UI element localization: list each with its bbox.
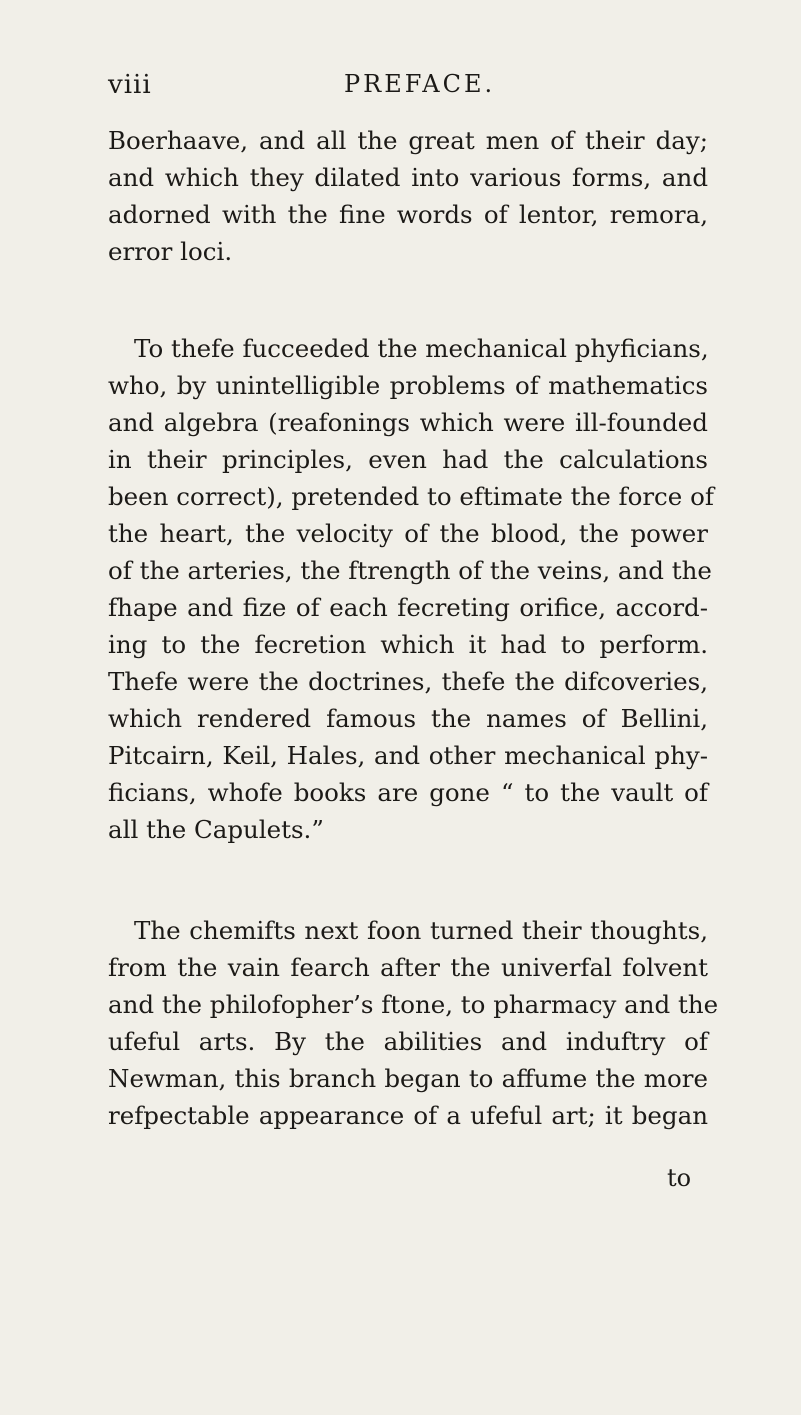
text-line: the heart, the velocity of the blood, the power bbox=[108, 519, 708, 548]
text-line: Pitcairn, Keil, Hales, and other mechanical phy- bbox=[108, 741, 708, 770]
text-line: and algebra (reafonings which were ill-founded bbox=[108, 408, 708, 437]
body-text bbox=[108, 122, 719, 1134]
text-line: ing to the fecretion which it had to perform. bbox=[108, 630, 708, 659]
text-line: from the vain fearch after the univerfal folvent bbox=[108, 953, 708, 982]
paragraph-1 bbox=[108, 122, 708, 270]
text-line: in their principles, even had the calculations bbox=[108, 445, 708, 474]
page-header bbox=[108, 70, 668, 110]
text-line: and which they dilated into various forms, and bbox=[108, 163, 708, 192]
page-number: viii bbox=[108, 70, 152, 100]
text-line: Thefe were the doctrines, thefe the difcoveries, bbox=[108, 667, 708, 696]
text-line: Boerhaave, and all the great men of their day; bbox=[108, 126, 708, 155]
text-line: error loci. bbox=[108, 237, 233, 266]
text-line: ufeful arts. By the abilities and induftry of bbox=[108, 1027, 708, 1056]
running-head: PREFACE. bbox=[344, 70, 496, 98]
text-line: ficians, whofe books are gone “ to the vault of bbox=[108, 778, 708, 807]
text-line: Newman, this branch began to affume the more bbox=[108, 1064, 708, 1093]
paragraph-3 bbox=[108, 912, 719, 1134]
text-line: To thefe fucceeded the mechanical phyficians, bbox=[134, 334, 709, 363]
text-line: who, by unintelligible problems of mathematics bbox=[108, 371, 708, 400]
text-line: fhape and fize of each fecreting orifice, accord- bbox=[108, 593, 708, 622]
text-line: refpectable appearance of a ufeful art; it began bbox=[108, 1101, 708, 1130]
text-line: and the philofopher’s ftone, to pharmacy and the bbox=[108, 990, 719, 1019]
text-line: adorned with the fine words of lentor, remora, bbox=[108, 200, 708, 229]
text-line: of the arteries, the ftrength of the veins, and the bbox=[108, 556, 712, 585]
text-line: which rendered famous the names of Bellini, bbox=[108, 704, 708, 733]
text-line: all the Capulets.” bbox=[108, 815, 324, 844]
text-line: The chemifts next foon turned their thoughts, bbox=[134, 916, 708, 945]
text-line: been correct), pretended to eftimate the force of bbox=[108, 482, 714, 511]
catchword: to bbox=[667, 1164, 692, 1192]
paragraph-2 bbox=[108, 330, 714, 848]
